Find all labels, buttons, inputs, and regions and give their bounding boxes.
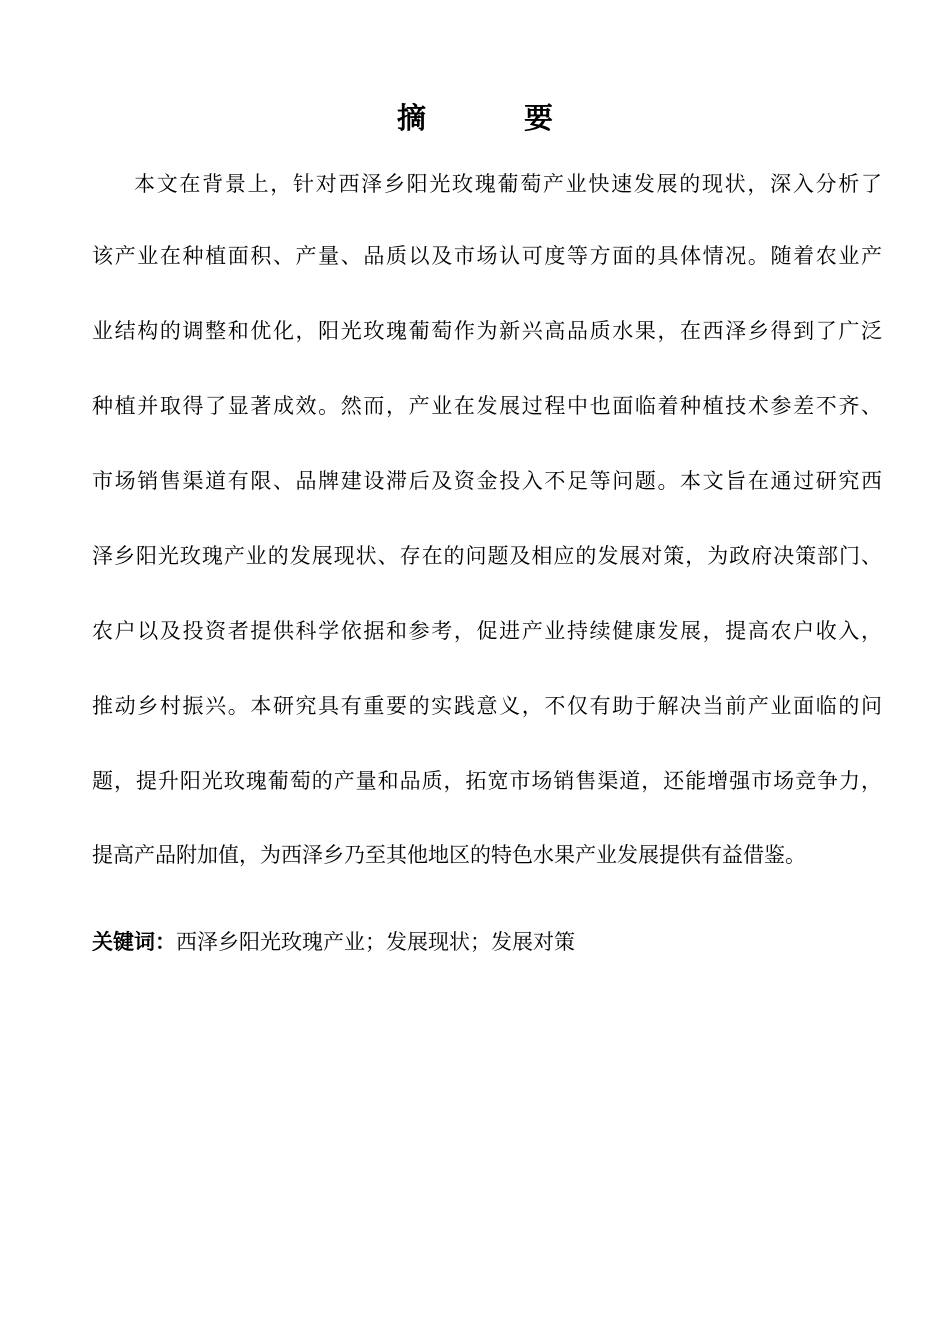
abstract-line-8: 推动乡村振兴。本研究具有重要的实践意义，不仅有助于解决当前产业面临的问 xyxy=(92,694,882,718)
abstract-line-6: 泽乡阳光玫瑰产业的发展现状、存在的问题及相应的发展对策，为政府决策部门、 xyxy=(92,544,882,568)
abstract-line-2: 该产业在种植面积、产量、品质以及市场认可度等方面的具体情况。随着农业产 xyxy=(92,244,882,268)
abstract-line-3: 业结构的调整和优化，阳光玫瑰葡萄作为新兴高品质水果，在西泽乡得到了广泛 xyxy=(92,319,882,343)
abstract-line-1: 本文在背景上，针对西泽乡阳光玫瑰葡萄产业快速发展的现状，深入分析了 xyxy=(134,172,882,196)
abstract-line-5: 市场销售渠道有限、品牌建设滞后及资金投入不足等问题。本文旨在通过研究西 xyxy=(92,469,882,493)
keywords xyxy=(92,927,575,957)
abstract-line-10: 提高产品附加值，为西泽乡乃至其他地区的特色水果产业发展提供有益借鉴。 xyxy=(92,843,806,867)
abstract-line-7: 农户以及投资者提供科学依据和参考，促进产业持续健康发展，提高农户收入， xyxy=(92,619,882,643)
page-title: 摘 要 xyxy=(396,101,598,135)
abstract-line-9: 题，提升阳光玫瑰葡萄的产量和品质，拓宽市场销售渠道，还能增强市场竞争力， xyxy=(92,769,882,793)
keywords-value: 西泽乡阳光玫瑰产业；发展现状；发展对策 xyxy=(176,930,575,954)
abstract-line-4: 种植并取得了显著成效。然而，产业在发展过程中也面临着种植技术参差不齐、 xyxy=(92,394,882,418)
keywords-label: 关键词： xyxy=(92,929,176,954)
